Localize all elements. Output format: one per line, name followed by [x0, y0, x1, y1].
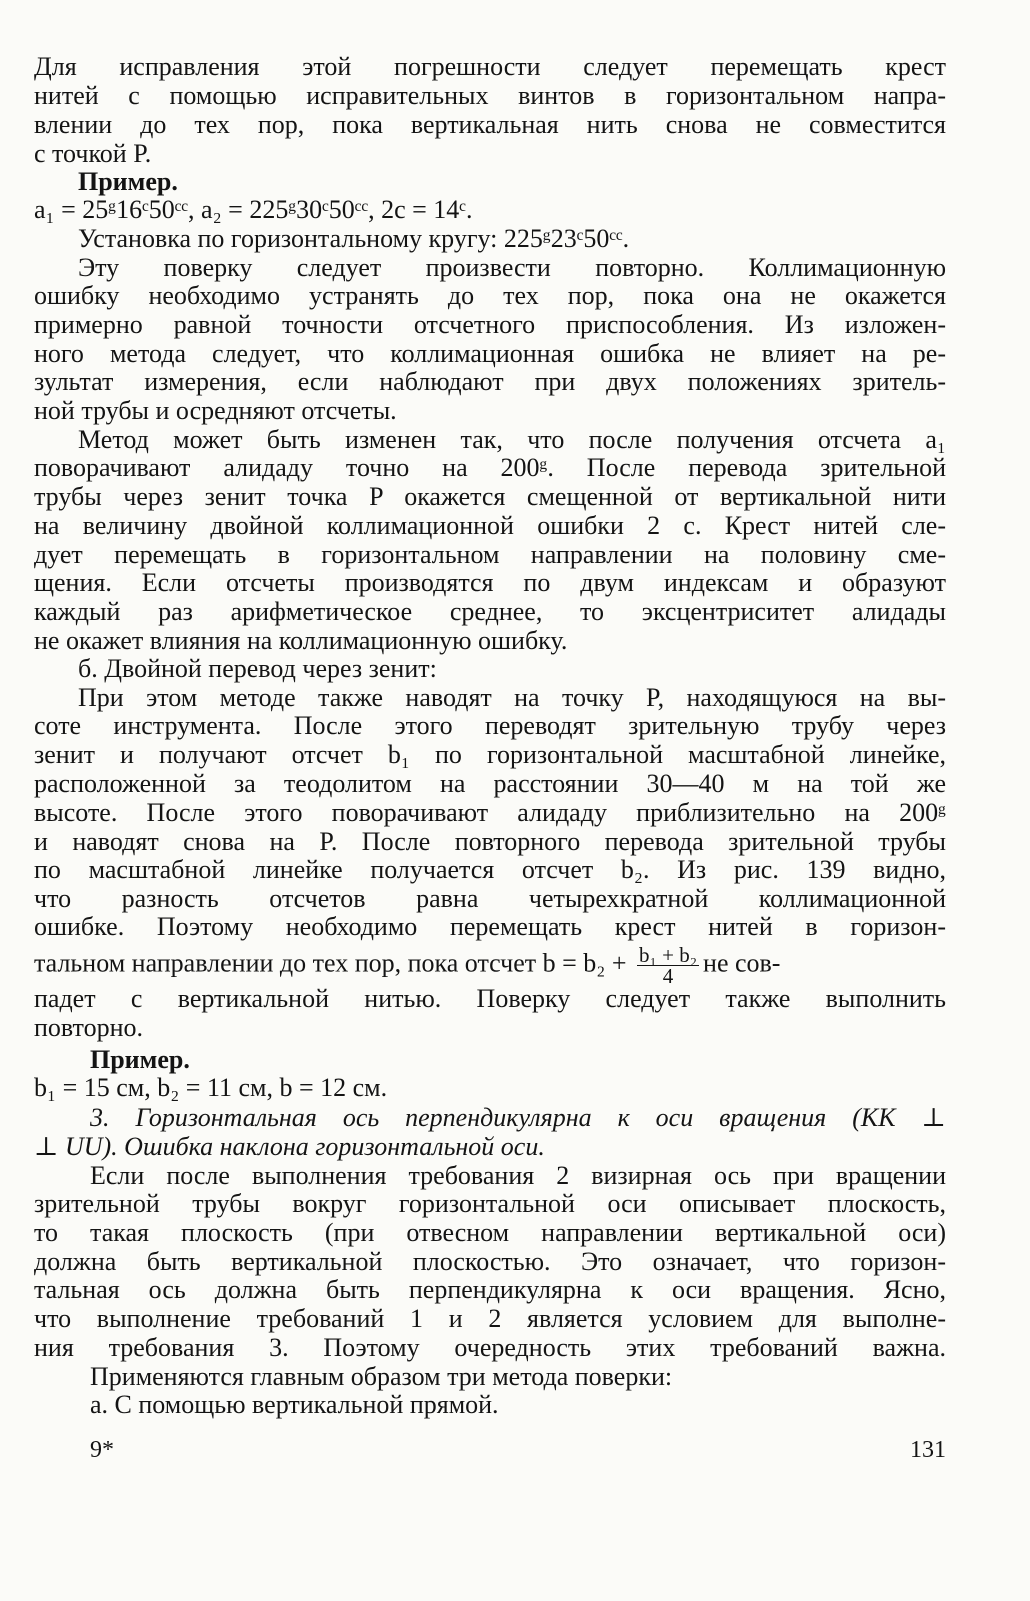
- text-line: ошибку необходимо устранять до тех пор, пока она не окажется: [34, 281, 946, 310]
- text-line: высоте. После этого поворачивают алидаду приблизительно на 200ᵍ: [34, 798, 946, 827]
- section-title: 3. Горизонтальная ось перпендикулярна к оси вращения (KK ⊥: [90, 1103, 946, 1132]
- text-line: падет с вертикальной нитью. Поверку следует также выполнить: [34, 984, 946, 1013]
- text-line: с точкой P.: [34, 139, 152, 168]
- signature-mark: 9*: [90, 1437, 114, 1463]
- text-line: и наводят снова на P. После повторного перевода зрительной трубы: [34, 827, 946, 856]
- fraction-denominator: 4: [662, 964, 674, 988]
- text-line: При этом методе также наводят на точку P, находящуюся на вы-: [78, 683, 946, 712]
- text-line: не окажет влияния на коллимационную ошибку.: [34, 626, 568, 655]
- text-line: Если после выполнения требования 2 визирная ось при вращении: [90, 1161, 946, 1190]
- text-line: дует перемещать в горизонтальном направлении на половину сме-: [34, 540, 946, 569]
- text-line: Для исправления этой погрешности следует перемещать крест: [34, 52, 946, 81]
- text-line: Эту поверку следует произвести повторно. Коллимационную: [78, 253, 946, 282]
- text-line: Применяются главным образом три метода поверки:: [90, 1362, 673, 1391]
- text-line: повторно.: [34, 1013, 143, 1042]
- formula-lead: тальном направлении до тех пор, пока отсчет b = b₂ +: [34, 948, 634, 978]
- formula-line: a₁ = 25ᵍ16ᶜ50ᶜᶜ, a₂ = 225ᵍ30ᶜ50ᶜᶜ, 2c = 14ᶜ.: [34, 195, 473, 224]
- text-line: Метод может быть изменен так, что после получения отсчета a₁: [78, 425, 946, 454]
- text-line: то такая плоскость (при отвесном направлении вертикальной оси): [34, 1218, 946, 1247]
- text-line: нитей с помощью исправительных винтов в горизонтальном напра-: [34, 81, 946, 110]
- text-line: на величину двойной коллимационной ошибки 2 c. Крест нитей сле-: [34, 511, 946, 540]
- formula-line: b₁ = 15 см, b₂ = 11 см, b = 12 см.: [34, 1073, 388, 1102]
- text-line: должна быть вертикальной плоскостью. Это означает, что горизон-: [34, 1247, 946, 1276]
- text-line: соте инструмента. После этого переводят зрительную трубу через: [34, 711, 946, 740]
- text-line: ной трубы и осредняют отсчеты.: [34, 396, 397, 425]
- text-line: по масштабной линейке получается отсчет b₂. Из рис. 139 видно,: [34, 855, 946, 884]
- example-heading: Пример.: [78, 167, 178, 196]
- text-line: зрительной трубы вокруг горизонтальной оси описывает плоскость,: [34, 1189, 946, 1218]
- example-heading: Пример.: [90, 1045, 190, 1074]
- text-line: ния требования 3. Поэтому очередность этих требований важна.: [34, 1333, 946, 1362]
- text-line: щения. Если отсчеты производятся по двум индексам и образуют: [34, 568, 946, 597]
- text-line: влении до тех пор, пока вертикальная нить снова не совместится: [34, 110, 946, 139]
- text-line: поворачивают алидаду точно на 200ᵍ. После перевода зрительной: [34, 453, 946, 482]
- text-line: ошибке. Поэтому необходимо перемещать крест нитей в горизон-: [34, 912, 946, 941]
- page-number: 131: [910, 1437, 946, 1463]
- text-line: примерно равной точности отсчетного приспособления. Из изложен-: [34, 310, 946, 339]
- section-heading: б. Двойной перевод через зенит:: [78, 654, 437, 683]
- text-line: расположенной за теодолитом на расстоянии 30—40 м на той же: [34, 769, 946, 798]
- fraction-numerator: b₁ + b₂: [639, 943, 698, 967]
- text-line: что выполнение требований 1 и 2 является условием для выполне-: [34, 1304, 946, 1333]
- fraction: [637, 945, 699, 986]
- text-line: а. С помощью вертикальной прямой.: [90, 1390, 499, 1419]
- formula-text-line: [34, 945, 946, 986]
- text-line: тальная ось должна быть перпендикулярна к оси вращения. Ясно,: [34, 1275, 946, 1304]
- text-line: зультат измерения, если наблюдают при двух положениях зритель-: [34, 367, 946, 396]
- text-line: Установка по горизонтальному кругу: 225ᵍ23ᶜ50ᶜᶜ.: [78, 224, 630, 253]
- text-line: трубы через зенит точка P окажется смещенной от вертикальной нити: [34, 482, 946, 511]
- formula-tail: не сов-: [703, 948, 781, 978]
- text-line: что разность отсчетов равна четырехкратной коллимационной: [34, 884, 946, 913]
- section-title: ⊥ UU). Ошибка наклона горизонтальной оси.: [34, 1132, 545, 1161]
- text-line: зенит и получают отсчет b₁ по горизонтальной масштабной линейке,: [34, 740, 946, 769]
- text-line: ного метода следует, что коллимационная ошибка не влияет на ре-: [34, 339, 946, 368]
- text-line: каждый раз арифметическое среднее, то эксцентриситет алидады: [34, 597, 946, 626]
